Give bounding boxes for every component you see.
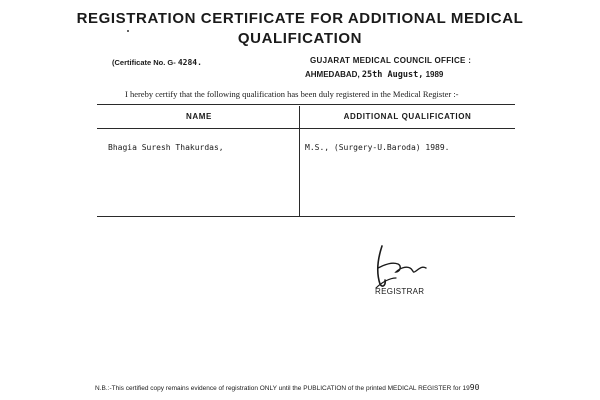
column-header-qualification: ADDITIONAL QUALIFICATION (343, 112, 472, 121)
registrar-signature (372, 238, 432, 293)
issue-date (305, 70, 443, 80)
title-line-1: REGISTRATION CERTIFICATE FOR ADDITIONAL MEDICAL (76, 10, 524, 27)
certificate-number (112, 58, 202, 67)
nb-text: N.B.:-This certified copy remains evidence of registration ONLY until the PUBLICATION of the printed MEDICAL REGISTER for 19 (95, 385, 470, 392)
issue-year: 1989 (425, 70, 444, 79)
office-line: GUJARAT MEDICAL COUNCIL OFFICE : (310, 56, 472, 65)
nb-year: 90 (469, 383, 480, 392)
table-bottom-rule (97, 216, 515, 217)
table-top-rule (97, 104, 515, 105)
table-header-rule (97, 128, 515, 129)
certificate-number-value: 4284. (177, 58, 202, 67)
title-line-2: QUALIFICATION (237, 30, 363, 47)
registrant-qualification: M.S., (Surgery-U.Baroda) 1989. (305, 143, 450, 152)
table-column-divider (299, 106, 300, 216)
registrant-name: Bhagia Suresh Thakurdas, (108, 143, 224, 152)
nb-footnote (95, 383, 479, 392)
certify-statement: I hereby certify that the following qualification has been duly registered in the Medical Register :- (125, 89, 459, 99)
certificate-number-label: (Certificate No. G- (112, 58, 176, 67)
certificate-title (60, 9, 540, 49)
issue-day-month: 25th August, (361, 70, 424, 80)
issue-place: AHMEDABAD, (305, 70, 360, 79)
column-header-name: NAME (186, 112, 212, 121)
registrar-label: REGISTRAR (375, 287, 425, 296)
ink-dot (127, 30, 129, 32)
